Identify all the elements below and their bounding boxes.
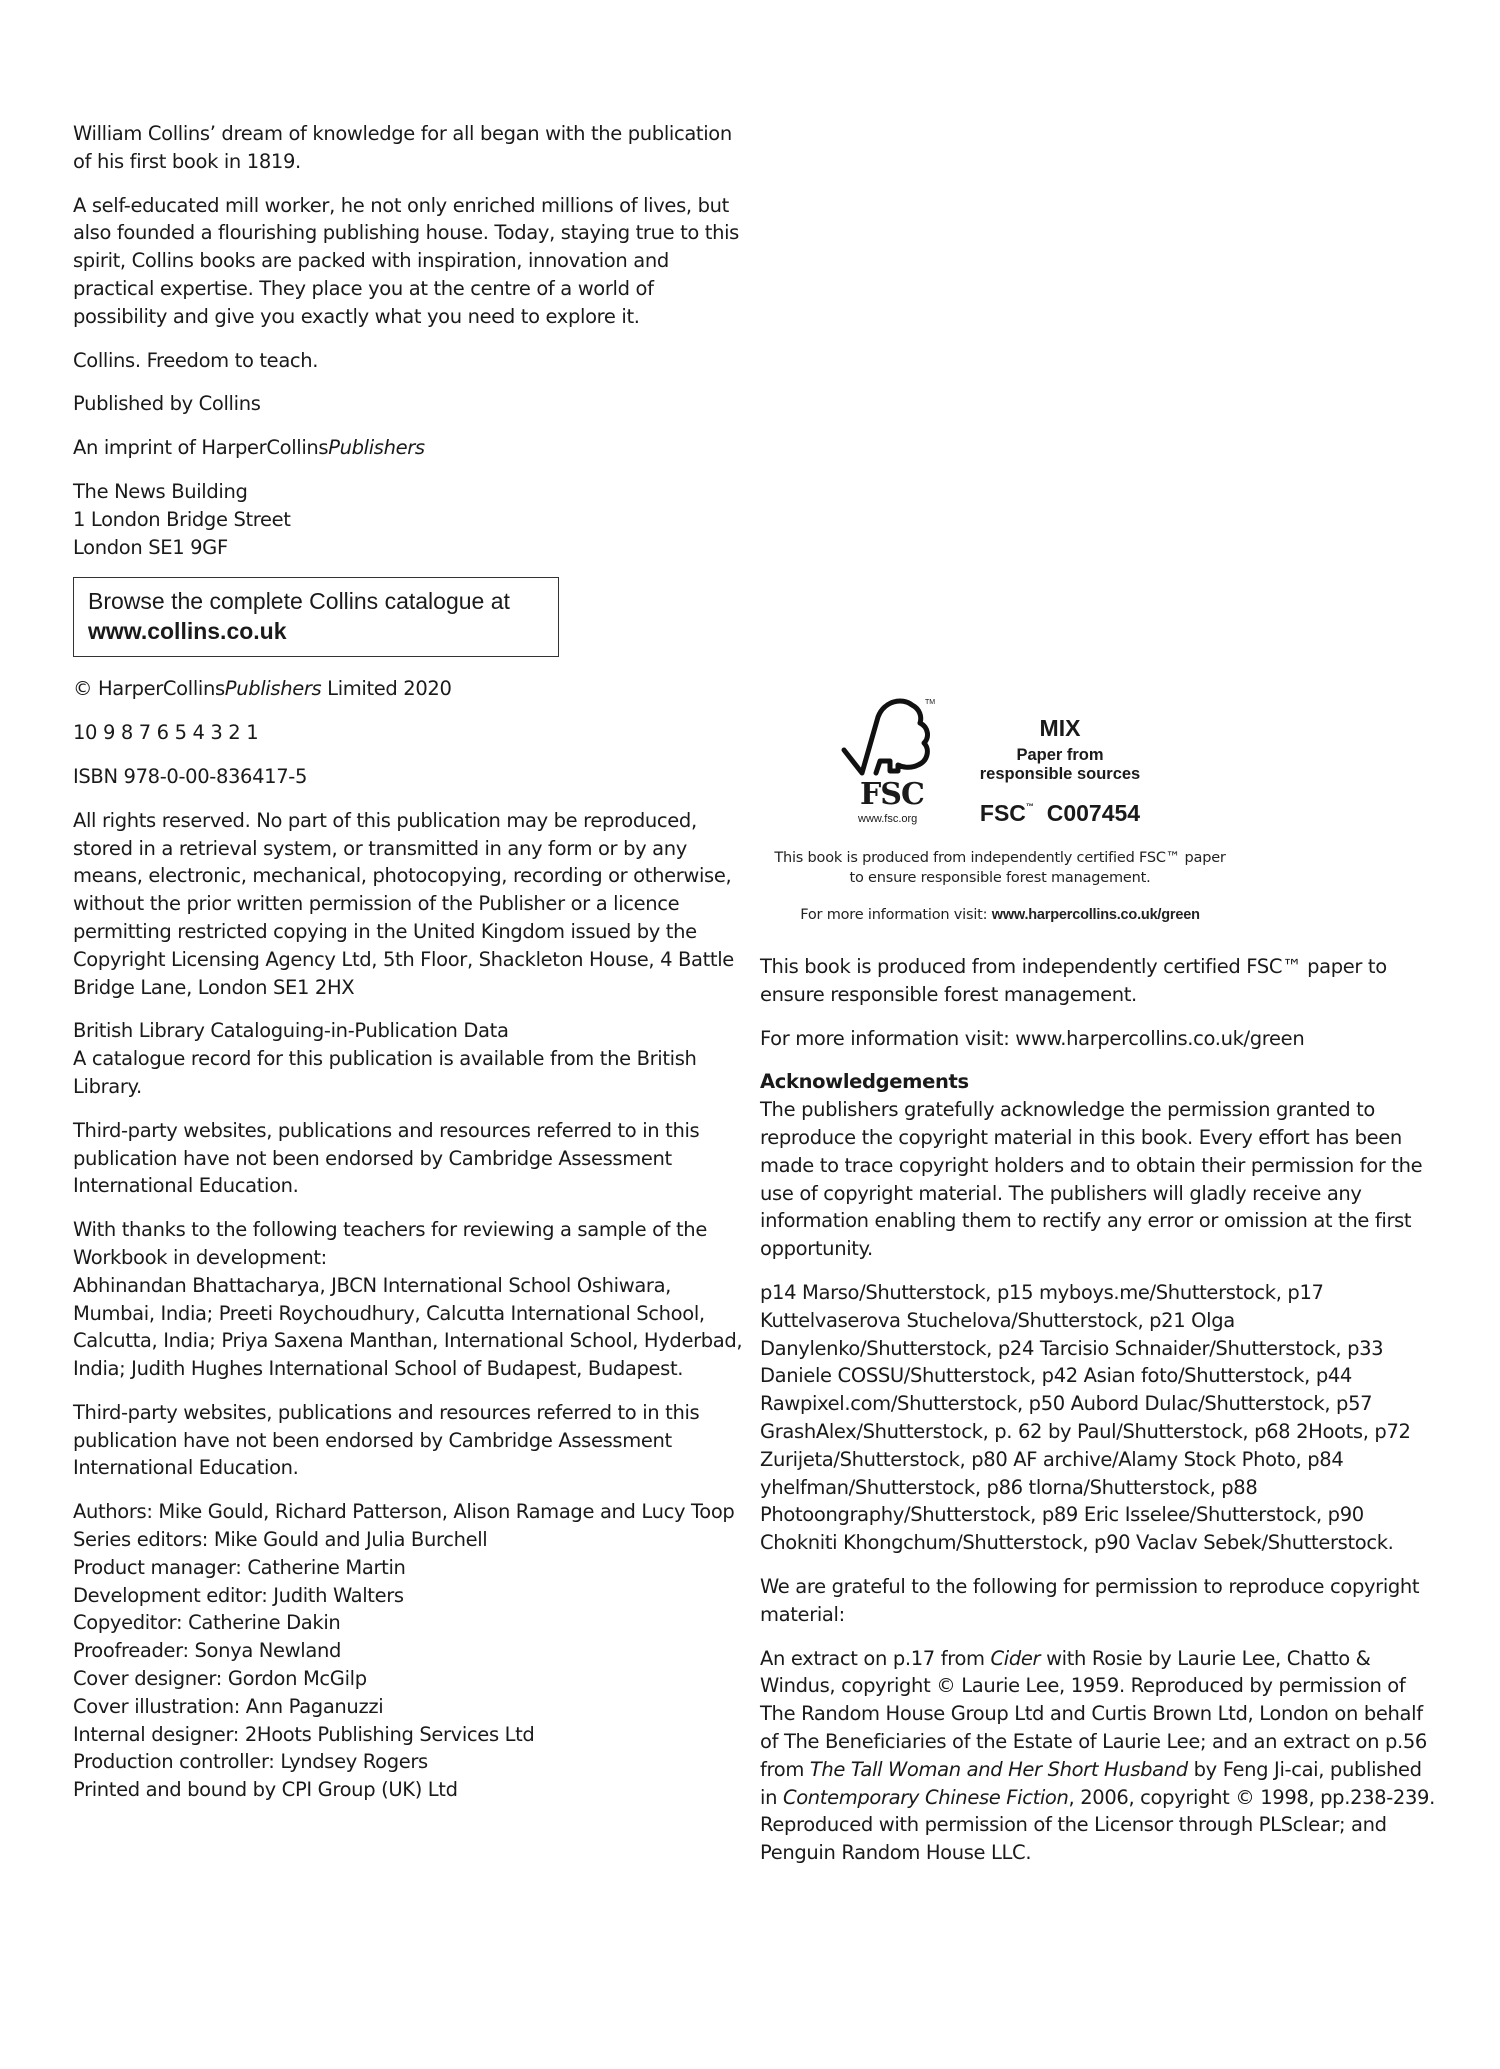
extract-title: Cider <box>990 1646 1041 1670</box>
catalogue-link[interactable]: www.collins.co.uk <box>88 618 287 645</box>
fsc-more-info-link[interactable]: www.harpercollins.co.uk/green <box>991 907 1200 923</box>
acknowledgements-heading: Acknowledgements <box>760 1070 969 1094</box>
credit-line: Development editor: Judith Walters <box>73 1583 404 1607</box>
cip-text: A catalogue record for this publication is available from the British Library. <box>73 1047 697 1098</box>
fsc-label-block <box>955 713 1165 828</box>
catalogue-text: Browse the complete Collins catalogue at <box>88 588 510 615</box>
thanks-block <box>73 1216 743 1383</box>
fsc-badge <box>840 695 1170 835</box>
credit-line: Internal designer: 2Hoots Publishing Services Ltd <box>73 1722 535 1746</box>
fsc-code-number: C007454 <box>1046 800 1141 826</box>
extract-text: by Feng Ji-cai, published in <box>760 1757 1422 1809</box>
imprint-prefix: An imprint of HarperCollins <box>73 436 329 460</box>
thanks-names: Abhinandan Bhattacharya, JBCN International School Oshiwara, Mumbai, India; Preeti Roychoudhury, Calcutta International School, Calcutta, India; Priya Saxena Manthan, International School, Hyderbad, India; Judith Hughes International School of Budapest, Budapest. <box>73 1273 743 1381</box>
address-block <box>73 478 743 561</box>
acknowledgements-text: The publishers gratefully acknowledge the permission granted to reproduce the copyright material in this book. Every effort has been made to trace copyright holders and to obtain their permission for the use of copyright material. The publishers will gladly receive any information enabling them to rectify any error or omission at the first opportunity. <box>760 1098 1423 1261</box>
extract-title: Contemporary Chinese Fiction <box>782 1785 1069 1809</box>
copyright-line <box>73 675 743 703</box>
rights-statement: All rights reserved. No part of this publication may be reproduced, stored in a retrieval system, or transmitted in any form or by any means, electronic, mechanical, photocopying, recording or otherwise, without the prior written permission of the Publisher or a licence permitting restricted copying in the United Kingdom issued by the Copyright Licensing Agency Ltd, 5th Floor, Shackleton House, 4 Battle Bridge Lane, London SE1 2HX <box>73 808 734 999</box>
address-line-2: 1 London Bridge Street <box>73 507 291 531</box>
catalogue-box <box>73 577 559 657</box>
credit-line: Proofreader: Sonya Newland <box>73 1639 341 1663</box>
fsc-mix: MIX <box>1039 715 1081 741</box>
fsc-paper-line-1: Paper from <box>1016 746 1104 764</box>
credit-line: Copyeditor: Catherine Dakin <box>73 1611 341 1635</box>
intro-paragraph-1: William Collins’ dream of knowledge for all began with the publication of his first book in 1819. <box>73 122 732 173</box>
fsc-note <box>740 848 1260 888</box>
extract-title: The Tall Woman and Her Short Husband <box>809 1757 1188 1781</box>
fsc-code-tm: ™ <box>1025 802 1034 811</box>
more-info-line: For more information visit: www.harpercollins.co.uk/green <box>760 1026 1305 1050</box>
fsc-more-info <box>740 905 1260 925</box>
credit-line: Cover illustration: Ann Paganuzzi <box>73 1694 384 1718</box>
extract-text: , 2006, copyright © 1998, pp.238-239. Reproduced with permission of the Licensor through PLSclear; and Penguin Random House LLC. <box>760 1785 1435 1865</box>
fsc-note-line-2: to ensure responsible forest management. <box>849 870 1151 886</box>
credit-line: Series editors: Mike Gould and Julia Burchell <box>73 1528 488 1552</box>
isbn: ISBN 978-0-00-836417-5 <box>73 764 308 788</box>
extract-text: with Rosie by Laurie Lee, Chatto & Windus, copyright © Laurie Lee, 1959. Reproduced by permission of The Random House Group Ltd and Curtis Brown Ltd, London on behalf of The Beneficiaries of the Estate of Laurie Lee; and an extract on p.56 from <box>760 1646 1427 1781</box>
fsc-logo-word: FSC <box>860 777 924 812</box>
address-line-1: The News Building <box>73 479 248 503</box>
imprint-italic: Publishers <box>328 436 425 460</box>
acknowledgements-block <box>760 1068 1440 1263</box>
fsc-code-prefix: FSC <box>979 800 1026 826</box>
copyright-suffix: Limited 2020 <box>321 677 452 701</box>
address-line-3: London SE1 9GF <box>73 535 228 559</box>
fsc-statement: This book is produced from independently certified FSC™ paper to ensure responsible forest management. <box>760 955 1387 1006</box>
fsc-paper-line-2: responsible sources <box>979 765 1141 783</box>
fsc-more-info-prefix: For more information visit: <box>800 907 992 923</box>
fsc-code <box>955 792 1165 828</box>
copyright-italic: Publishers <box>224 677 322 701</box>
published-by: Published by Collins <box>73 392 261 416</box>
fsc-logo-url: www.fsc.org <box>858 813 918 825</box>
credit-line: Cover designer: Gordon McGilp <box>73 1667 367 1691</box>
fsc-note-line-1: This book is produced from independently certified FSC™ paper <box>774 850 1226 866</box>
third-party-disclaimer-2: Third-party websites, publications and resources referred to in this publication have not been endorsed by Cambridge Assessment International Education. <box>73 1400 700 1480</box>
slogan: Collins. Freedom to teach. <box>73 348 319 372</box>
credit-line: Authors: Mike Gould, Richard Patterson, Alison Ramage and Lucy Toop <box>73 1500 735 1524</box>
left-column <box>73 120 743 1820</box>
credit-line: Product manager: Catherine Martin <box>73 1555 406 1579</box>
credit-line: Printed and bound by CPI Group (UK) Ltd <box>73 1778 458 1802</box>
cip-title: British Library Cataloguing-in-Publication Data <box>73 1019 509 1043</box>
third-party-disclaimer-1: Third-party websites, publications and resources referred to in this publication have not been endorsed by Cambridge Assessment International Education. <box>73 1118 700 1198</box>
imprint-line <box>73 434 743 462</box>
print-line: 10 9 8 7 6 5 4 3 2 1 <box>73 721 259 745</box>
extract-text: An extract on p.17 from <box>760 1646 991 1670</box>
fsc-trademark: TM <box>925 699 936 706</box>
intro-paragraph-2: A self-educated mill worker, he not only enriched millions of lives, but also founded a flourishing publishing house. Today, staying true to this spirit, Collins books are packed with inspiration, innovation and practical expertise. They place you at the centre of a world of possibility and give you exactly what you need to explore it. <box>73 193 739 328</box>
photo-credits: p14 Marso/Shutterstock, p15 myboys.me/Shutterstock, p17 Kuttelvaserova Stuchelova/Shutterstock, p21 Olga Danylenko/Shutterstock, p24 Tarcisio Schnaider/Shutterstock, p33 Daniele COSSU/Shutterstock, p42 Asian foto/Shutterstock, p44 Rawpixel.com/Shutterstock, p50 Aubord Dulac/Shutterstock, p57 GrashAlex/Shutterstock, p. 62 by Paul/Shutterstock, p68 2Hoots, p72 Zurijeta/Shutterstock, p80 AF archive/Alamy Stock Photo, p84 yhelfman/Shutterstock, p86 tlorna/Shutterstock, p88 Photoongraphy/Shutterstock, p89 Eric Isselee/Shutterstock, p90 Chokniti Khongchum/Shutterstock, p90 Vaclav Sebek/Shutterstock. <box>760 1280 1411 1555</box>
extract-credits <box>760 1645 1440 1867</box>
right-column <box>760 953 1440 1883</box>
copyright-prefix: © HarperCollins <box>73 677 225 701</box>
credits-block <box>73 1498 743 1804</box>
cip-block <box>73 1017 743 1100</box>
thanks-intro: With thanks to the following teachers for reviewing a sample of the Workbook in development: <box>73 1218 707 1269</box>
credit-line: Production controller: Lyndsey Rogers <box>73 1750 428 1774</box>
grateful-line: We are grateful to the following for permission to reproduce copyright material: <box>760 1574 1420 1626</box>
